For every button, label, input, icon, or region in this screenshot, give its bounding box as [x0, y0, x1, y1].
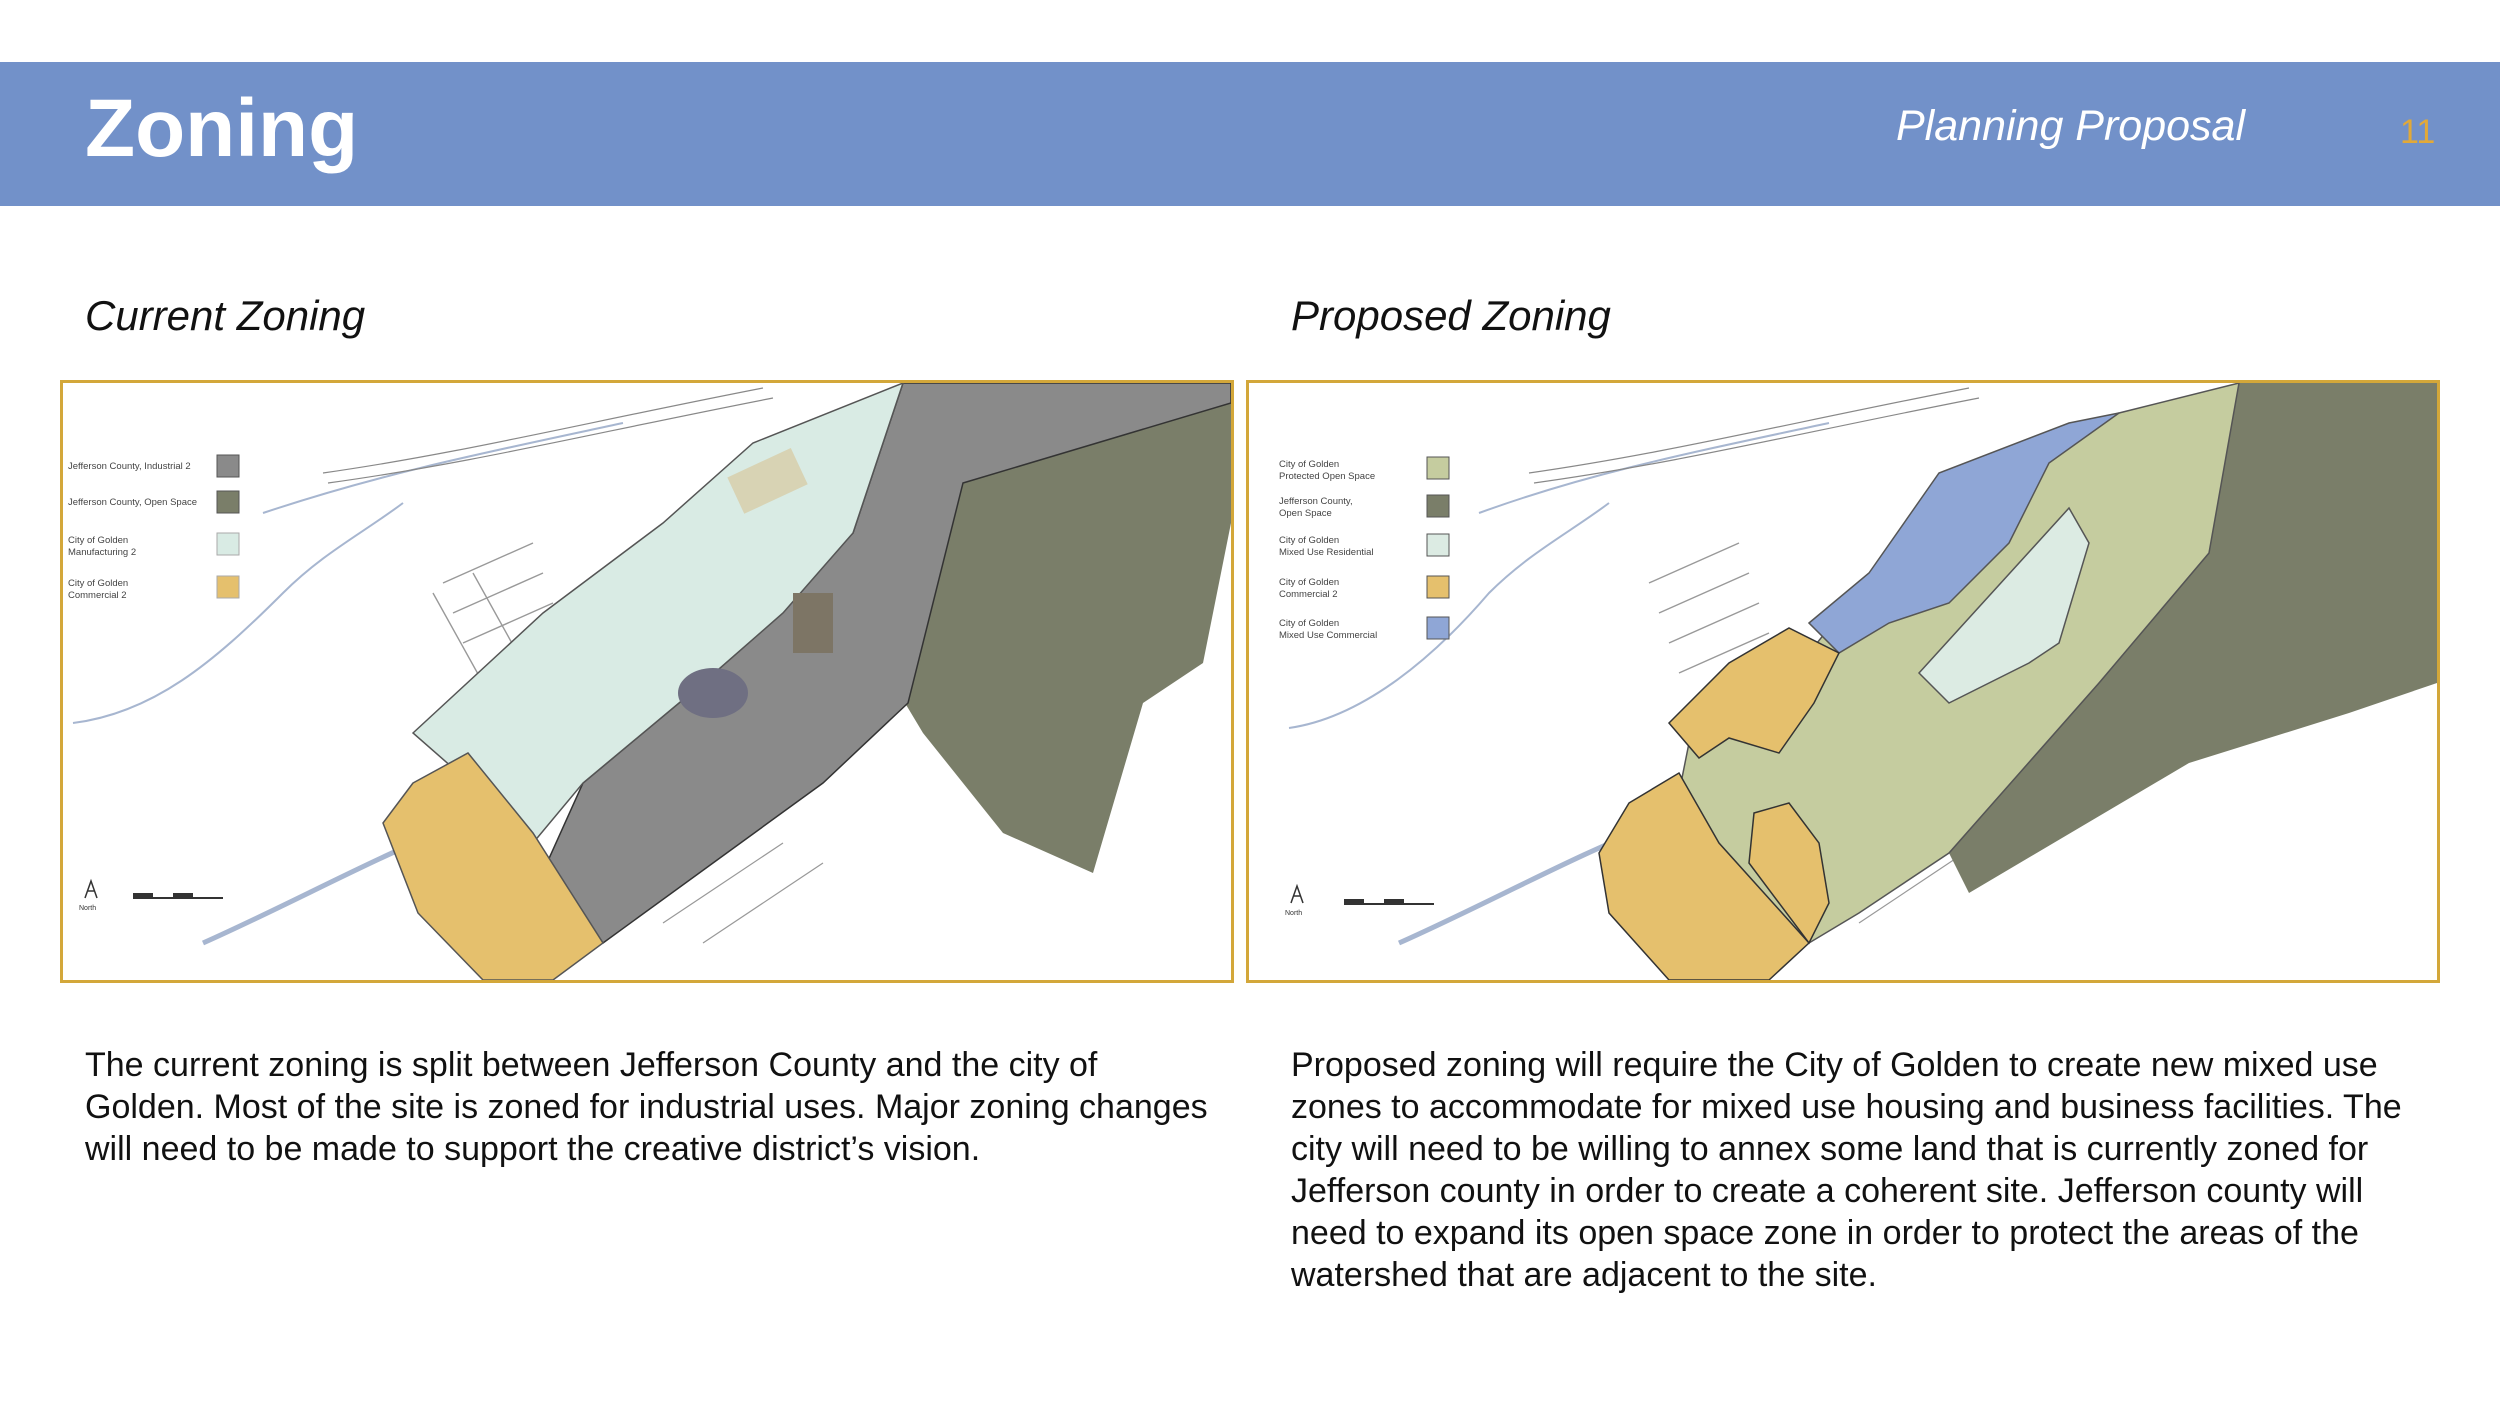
svg-text:City of Golden: City of Golden: [1279, 459, 1340, 470]
current-map-legend: [68, 455, 239, 601]
proposed-legend-entry: [1279, 576, 1449, 600]
proposed-zoning-description: Proposed zoning will require the City of Golden to create new mixed use zones to accommodate for mixed use housing and business facilities. The city will need to be willing to annex some land that is currently zoned for Jefferson county in order to create a coherent site. Jefferson county will need to expand its open space zone in order to protect the areas of the watershed that are adjacent to the site.: [1291, 1046, 2402, 1294]
svg-text:North: North: [79, 905, 97, 912]
proposed-zoning-map: [1246, 380, 2440, 983]
proposed-legend-entry: [1279, 495, 1449, 519]
north-arrow-icon: [79, 881, 97, 912]
svg-text:City of Golden: City of Golden: [1279, 535, 1340, 546]
svg-text:Commercial 2: Commercial 2: [1279, 589, 1338, 600]
svg-text:Jefferson County,: Jefferson County,: [1279, 496, 1353, 507]
scale-bar: [1344, 899, 1434, 905]
svg-text:Manufacturing 2: Manufacturing 2: [68, 547, 137, 558]
current-map-canvas: [63, 383, 1231, 980]
current-zoning-map: [60, 380, 1234, 983]
proposed-map-legend: [1279, 457, 1449, 641]
proposed-zoning-heading: Proposed Zoning: [1291, 292, 1611, 339]
page-title: Zoning: [85, 83, 359, 174]
current-legend-entry: [68, 576, 239, 601]
current-zoning-description: The current zoning is split between Jefferson County and the city of Golden. Most of the site is zoned for industrial uses. Major zoning changes will need to be made to support the creative district’s vision.: [85, 1046, 1208, 1168]
scale-bar: [133, 893, 223, 899]
proposed-map-canvas: [1249, 383, 2437, 980]
svg-text:Jefferson County, Industrial 2: Jefferson County, Industrial 2: [68, 461, 191, 472]
proposed-legend-entry: [1279, 617, 1449, 641]
proposed-legend-entry: [1279, 457, 1449, 482]
svg-text:Jefferson County, Open Space: Jefferson County, Open Space: [68, 497, 198, 508]
current-legend-entry: [68, 455, 239, 477]
svg-text:North: North: [1285, 910, 1303, 917]
svg-text:Mixed Use Residential: Mixed Use Residential: [1279, 547, 1374, 558]
svg-text:Open Space: Open Space: [1279, 508, 1332, 519]
svg-text:City of Golden: City of Golden: [1279, 618, 1340, 629]
current-zoning-heading: Current Zoning: [85, 292, 366, 339]
document-subtitle: Planning Proposal: [1896, 102, 2246, 150]
svg-text:City of Golden: City of Golden: [68, 578, 129, 589]
page-number: 11: [2400, 113, 2436, 151]
svg-text:Mixed Use Commercial: Mixed Use Commercial: [1279, 630, 1378, 641]
svg-text:Commercial 2: Commercial 2: [68, 590, 127, 601]
proposed-legend-entry: [1279, 534, 1449, 558]
current-legend-entry: [68, 491, 239, 513]
svg-text:Protected Open Space: Protected Open Space: [1279, 471, 1376, 482]
current-legend-entry: [68, 533, 239, 558]
svg-text:City of Golden: City of Golden: [68, 535, 129, 546]
svg-text:City of Golden: City of Golden: [1279, 577, 1340, 588]
north-arrow-icon: [1285, 886, 1303, 917]
